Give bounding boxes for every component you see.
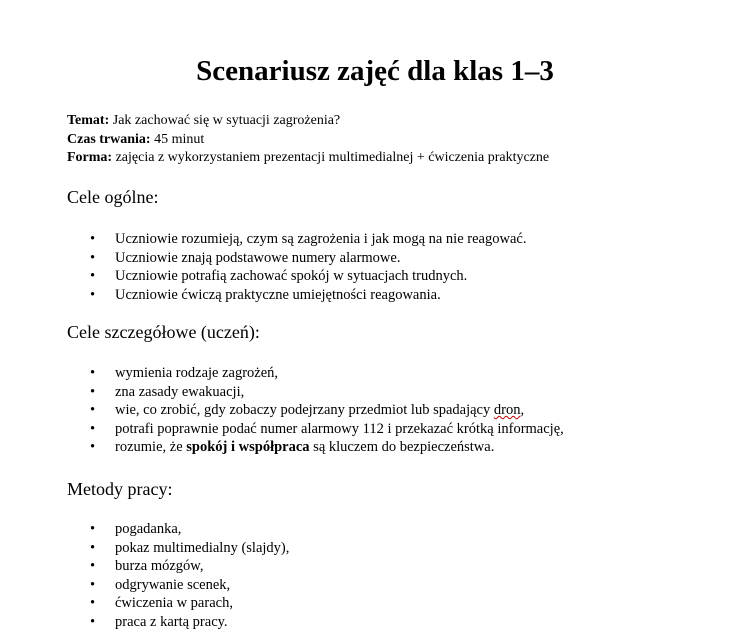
list-item-tail: , [520, 402, 525, 418]
topic-value: Jak zachować się w sytuacji zagrożenia? [109, 113, 341, 128]
list-item: • Uczniowie rozumieją, czym są zagrożenia i jak mogą na nie reagować. [90, 230, 526, 249]
list-item: • praca z kartą pracy. [90, 613, 289, 632]
duration-value: 45 minut [150, 131, 205, 147]
list-item: • zna zasady ewakuacji, [90, 383, 564, 402]
form-line [67, 149, 549, 168]
methods-list [90, 520, 289, 631]
list-item: • ćwiczenia w parach, [90, 594, 289, 613]
specific-goals-heading: Cele szczegółowe (uczeń): [67, 322, 260, 342]
list-item: • wymienia rodzaje zagrożeń, [90, 364, 564, 383]
list-item [90, 438, 564, 457]
list-item: • odgrywanie scenek, [90, 576, 289, 595]
list-item-tail: są kluczem do bezpieczeństwa. [309, 439, 495, 455]
list-item: • pogadanka, [90, 520, 289, 539]
topic-line [67, 112, 549, 131]
document-title: Scenariusz zajęć dla klas 1–3 [196, 55, 554, 87]
list-item: • Uczniowie ćwiczą praktyczne umiejętności reagowania. [90, 286, 526, 305]
general-goals-heading: Cele ogólne: [67, 187, 159, 207]
lesson-meta [67, 112, 549, 168]
methods-heading: Metody pracy: [67, 479, 173, 499]
list-item: • Uczniowie znają podstawowe numery alarmowe. [90, 249, 526, 268]
duration-line [67, 131, 549, 150]
list-item: • Uczniowie potrafią zachować spokój w sytuacjach trudnych. [90, 267, 526, 286]
duration-label: Czas trwania: [67, 131, 151, 147]
specific-goals-list [90, 364, 564, 457]
spellcheck-flagged-word: dron [493, 402, 521, 418]
list-item: • pokaz multimedialny (slajdy), [90, 539, 289, 558]
list-item-text: rozumie, że [115, 439, 187, 455]
list-item: • potrafi poprawnie podać numer alarmowy 112 i przekazać krótką informację, [90, 420, 564, 439]
form-value: zajęcia z wykorzystaniem prezentacji multimedialnej + ćwiczenia praktyczne [112, 150, 550, 165]
list-item [90, 401, 564, 420]
list-item-text: wie, co zrobić, gdy zobaczy podejrzany przedmiot lub spadający [115, 402, 494, 418]
list-item-bold: spokój i współpraca [186, 439, 310, 455]
form-label: Forma: [67, 150, 113, 165]
topic-label: Temat: [67, 113, 110, 128]
general-goals-list [90, 230, 526, 304]
list-item: • burza mózgów, [90, 557, 289, 576]
